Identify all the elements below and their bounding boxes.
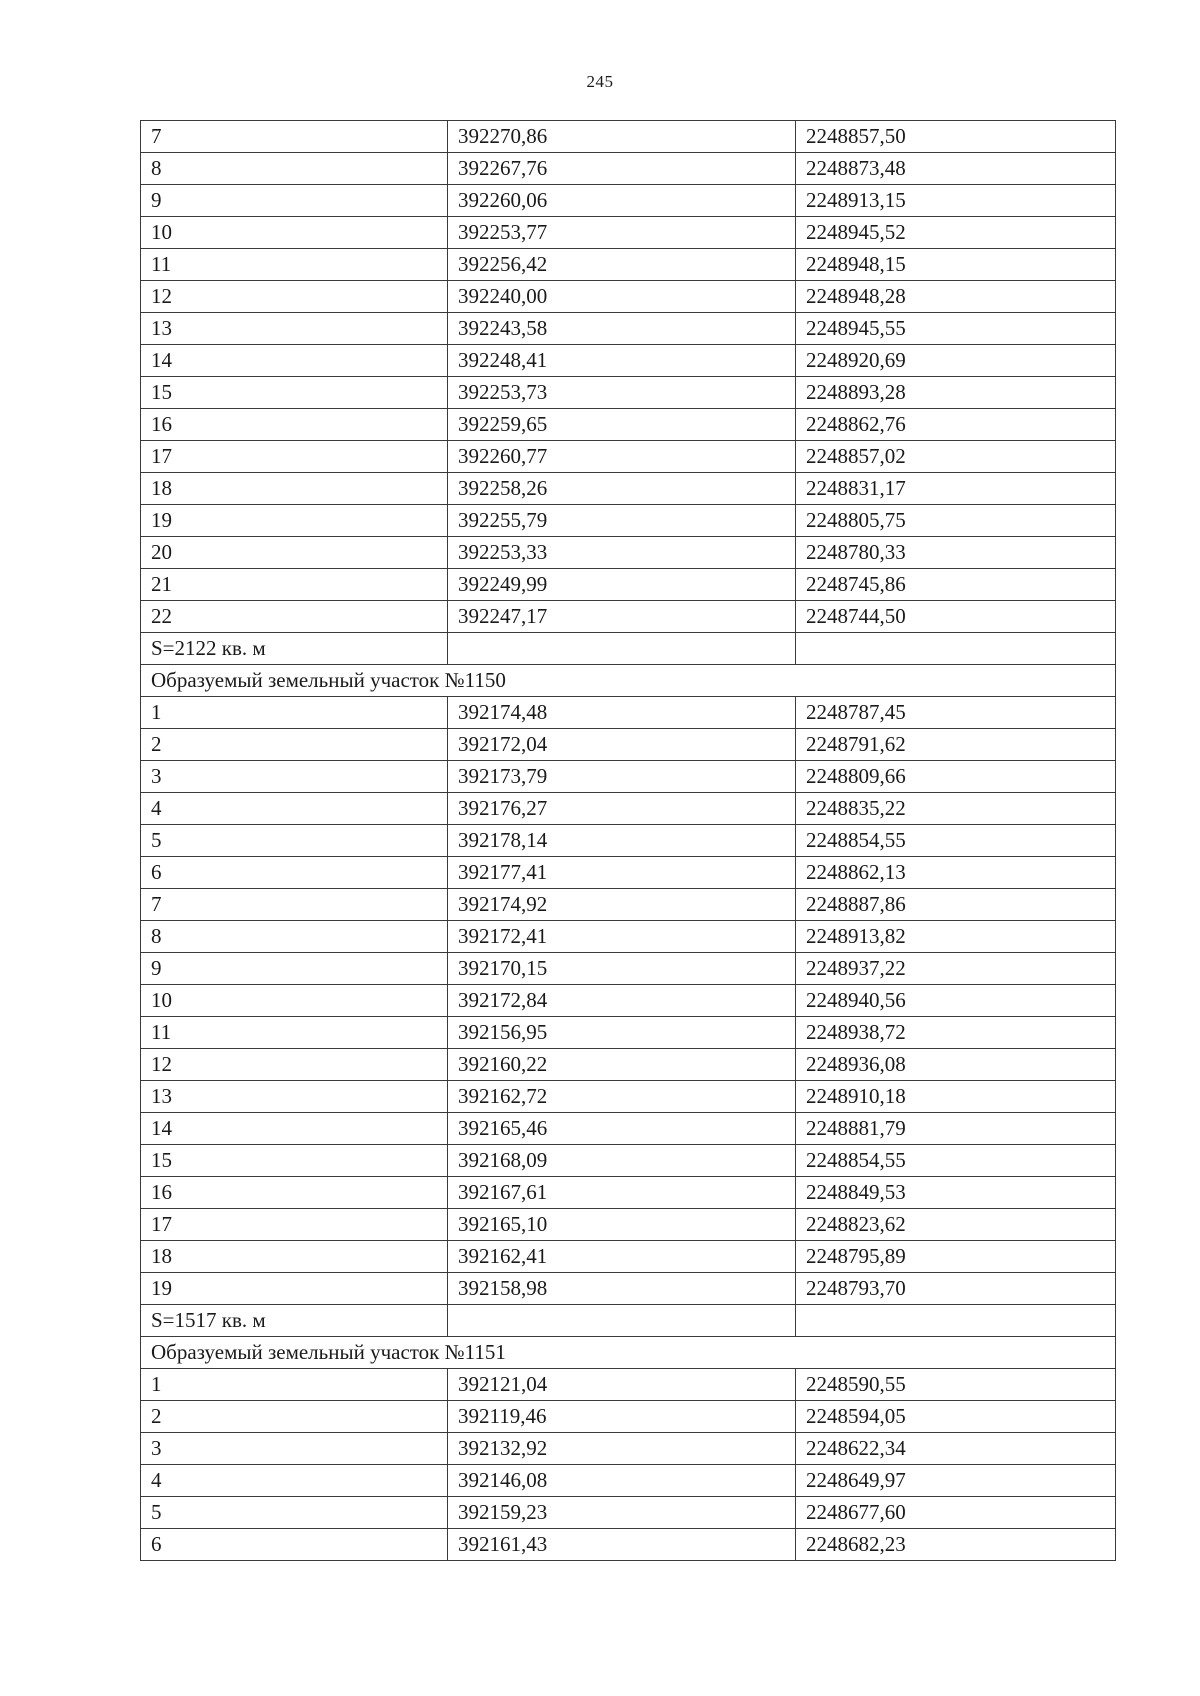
y-coordinate-cell: 2248910,18: [796, 1081, 1116, 1113]
y-coordinate-cell: 2248854,55: [796, 1145, 1116, 1177]
y-coordinate-cell: 2248893,28: [796, 377, 1116, 409]
y-coordinate-cell: 2248862,13: [796, 857, 1116, 889]
point-number-cell: 18: [141, 1241, 448, 1273]
y-coordinate-cell: 2248857,02: [796, 441, 1116, 473]
table-row: [141, 1017, 1116, 1049]
point-number-cell: 21: [141, 569, 448, 601]
x-coordinate-cell: 392176,27: [448, 793, 796, 825]
table-row: [141, 1081, 1116, 1113]
y-coordinate-cell: 2248937,22: [796, 953, 1116, 985]
table-row: [141, 857, 1116, 889]
table-row: [141, 1273, 1116, 1305]
coordinates-table-body: [141, 121, 1116, 1561]
y-coordinate-cell: 2248945,55: [796, 313, 1116, 345]
x-coordinate-cell: 392270,86: [448, 121, 796, 153]
y-coordinate-cell: 2248682,23: [796, 1529, 1116, 1561]
table-row: [141, 1049, 1116, 1081]
x-coordinate-cell: 392165,10: [448, 1209, 796, 1241]
plot-header-row: [141, 665, 1116, 697]
x-coordinate-cell: 392256,42: [448, 249, 796, 281]
table-row: [141, 601, 1116, 633]
x-coordinate-cell: 392253,33: [448, 537, 796, 569]
table-row: [141, 313, 1116, 345]
point-number-cell: 2: [141, 1401, 448, 1433]
empty-cell: [796, 1305, 1116, 1337]
table-row: [141, 473, 1116, 505]
y-coordinate-cell: 2248622,34: [796, 1433, 1116, 1465]
table-row: [141, 505, 1116, 537]
y-coordinate-cell: 2248791,62: [796, 729, 1116, 761]
table-row: [141, 217, 1116, 249]
point-number-cell: 13: [141, 1081, 448, 1113]
area-row: [141, 633, 1116, 665]
plot-header-cell: Образуемый земельный участок №1150: [141, 665, 1116, 697]
area-cell: S=1517 кв. м: [141, 1305, 448, 1337]
point-number-cell: 5: [141, 1497, 448, 1529]
point-number-cell: 1: [141, 1369, 448, 1401]
empty-cell: [448, 633, 796, 665]
table-row: [141, 281, 1116, 313]
y-coordinate-cell: 2248873,48: [796, 153, 1116, 185]
y-coordinate-cell: 2248940,56: [796, 985, 1116, 1017]
y-coordinate-cell: 2248835,22: [796, 793, 1116, 825]
y-coordinate-cell: 2248793,70: [796, 1273, 1116, 1305]
x-coordinate-cell: 392255,79: [448, 505, 796, 537]
x-coordinate-cell: 392173,79: [448, 761, 796, 793]
y-coordinate-cell: 2248938,72: [796, 1017, 1116, 1049]
point-number-cell: 14: [141, 1113, 448, 1145]
point-number-cell: 8: [141, 153, 448, 185]
point-number-cell: 16: [141, 1177, 448, 1209]
point-number-cell: 9: [141, 953, 448, 985]
point-number-cell: 9: [141, 185, 448, 217]
point-number-cell: 15: [141, 377, 448, 409]
x-coordinate-cell: 392177,41: [448, 857, 796, 889]
y-coordinate-cell: 2248649,97: [796, 1465, 1116, 1497]
x-coordinate-cell: 392253,77: [448, 217, 796, 249]
point-number-cell: 7: [141, 889, 448, 921]
x-coordinate-cell: 392172,84: [448, 985, 796, 1017]
table-row: [141, 345, 1116, 377]
table-row: [141, 153, 1116, 185]
plot-header-cell: Образуемый земельный участок №1151: [141, 1337, 1116, 1369]
point-number-cell: 12: [141, 1049, 448, 1081]
x-coordinate-cell: 392159,23: [448, 1497, 796, 1529]
point-number-cell: 14: [141, 345, 448, 377]
y-coordinate-cell: 2248831,17: [796, 473, 1116, 505]
table-row: [141, 953, 1116, 985]
y-coordinate-cell: 2248780,33: [796, 537, 1116, 569]
x-coordinate-cell: 392156,95: [448, 1017, 796, 1049]
coordinates-table: [140, 120, 1116, 1561]
x-coordinate-cell: 392260,06: [448, 185, 796, 217]
table-row: [141, 889, 1116, 921]
x-coordinate-cell: 392258,26: [448, 473, 796, 505]
y-coordinate-cell: 2248805,75: [796, 505, 1116, 537]
y-coordinate-cell: 2248945,52: [796, 217, 1116, 249]
y-coordinate-cell: 2248745,86: [796, 569, 1116, 601]
table-row: [141, 185, 1116, 217]
y-coordinate-cell: 2248913,15: [796, 185, 1116, 217]
y-coordinate-cell: 2248913,82: [796, 921, 1116, 953]
x-coordinate-cell: 392167,61: [448, 1177, 796, 1209]
point-number-cell: 20: [141, 537, 448, 569]
plot-header-row: [141, 1337, 1116, 1369]
x-coordinate-cell: 392165,46: [448, 1113, 796, 1145]
table-row: [141, 1177, 1116, 1209]
table-row: [141, 441, 1116, 473]
x-coordinate-cell: 392158,98: [448, 1273, 796, 1305]
point-number-cell: 18: [141, 473, 448, 505]
table-row: [141, 1465, 1116, 1497]
point-number-cell: 8: [141, 921, 448, 953]
y-coordinate-cell: 2248809,66: [796, 761, 1116, 793]
point-number-cell: 12: [141, 281, 448, 313]
point-number-cell: 2: [141, 729, 448, 761]
x-coordinate-cell: 392178,14: [448, 825, 796, 857]
y-coordinate-cell: 2248849,53: [796, 1177, 1116, 1209]
table-row: [141, 1241, 1116, 1273]
table-row: [141, 1145, 1116, 1177]
x-coordinate-cell: 392259,65: [448, 409, 796, 441]
table-row: [141, 1529, 1116, 1561]
y-coordinate-cell: 2248936,08: [796, 1049, 1116, 1081]
empty-cell: [796, 633, 1116, 665]
x-coordinate-cell: 392172,41: [448, 921, 796, 953]
point-number-cell: 1: [141, 697, 448, 729]
point-number-cell: 6: [141, 857, 448, 889]
x-coordinate-cell: 392146,08: [448, 1465, 796, 1497]
x-coordinate-cell: 392121,04: [448, 1369, 796, 1401]
table-row: [141, 1433, 1116, 1465]
table-row: [141, 1401, 1116, 1433]
table-row: [141, 569, 1116, 601]
table-row: [141, 697, 1116, 729]
x-coordinate-cell: 392174,48: [448, 697, 796, 729]
table-row: [141, 1209, 1116, 1241]
table-row: [141, 1113, 1116, 1145]
point-number-cell: 13: [141, 313, 448, 345]
y-coordinate-cell: 2248594,05: [796, 1401, 1116, 1433]
x-coordinate-cell: 392249,99: [448, 569, 796, 601]
x-coordinate-cell: 392240,00: [448, 281, 796, 313]
x-coordinate-cell: 392162,72: [448, 1081, 796, 1113]
x-coordinate-cell: 392168,09: [448, 1145, 796, 1177]
point-number-cell: 19: [141, 505, 448, 537]
point-number-cell: 22: [141, 601, 448, 633]
x-coordinate-cell: 392132,92: [448, 1433, 796, 1465]
y-coordinate-cell: 2248920,69: [796, 345, 1116, 377]
x-coordinate-cell: 392161,43: [448, 1529, 796, 1561]
x-coordinate-cell: 392172,04: [448, 729, 796, 761]
y-coordinate-cell: 2248948,15: [796, 249, 1116, 281]
y-coordinate-cell: 2248795,89: [796, 1241, 1116, 1273]
point-number-cell: 3: [141, 761, 448, 793]
table-row: [141, 121, 1116, 153]
x-coordinate-cell: 392243,58: [448, 313, 796, 345]
point-number-cell: 17: [141, 1209, 448, 1241]
y-coordinate-cell: 2248744,50: [796, 601, 1116, 633]
y-coordinate-cell: 2248881,79: [796, 1113, 1116, 1145]
x-coordinate-cell: 392160,22: [448, 1049, 796, 1081]
point-number-cell: 3: [141, 1433, 448, 1465]
y-coordinate-cell: 2248862,76: [796, 409, 1116, 441]
table-row: [141, 249, 1116, 281]
table-row: [141, 921, 1116, 953]
y-coordinate-cell: 2248854,55: [796, 825, 1116, 857]
table-row: [141, 761, 1116, 793]
y-coordinate-cell: 2248787,45: [796, 697, 1116, 729]
point-number-cell: 6: [141, 1529, 448, 1561]
point-number-cell: 5: [141, 825, 448, 857]
point-number-cell: 17: [141, 441, 448, 473]
area-cell: S=2122 кв. м: [141, 633, 448, 665]
x-coordinate-cell: 392170,15: [448, 953, 796, 985]
area-row: [141, 1305, 1116, 1337]
point-number-cell: 4: [141, 793, 448, 825]
x-coordinate-cell: 392260,77: [448, 441, 796, 473]
point-number-cell: 15: [141, 1145, 448, 1177]
table-row: [141, 729, 1116, 761]
y-coordinate-cell: 2248857,50: [796, 121, 1116, 153]
y-coordinate-cell: 2248823,62: [796, 1209, 1116, 1241]
point-number-cell: 11: [141, 249, 448, 281]
point-number-cell: 19: [141, 1273, 448, 1305]
table-row: [141, 825, 1116, 857]
table-row: [141, 377, 1116, 409]
y-coordinate-cell: 2248677,60: [796, 1497, 1116, 1529]
point-number-cell: 7: [141, 121, 448, 153]
point-number-cell: 10: [141, 217, 448, 249]
x-coordinate-cell: 392248,41: [448, 345, 796, 377]
page-number: 245: [586, 72, 614, 91]
x-coordinate-cell: 392174,92: [448, 889, 796, 921]
y-coordinate-cell: 2248590,55: [796, 1369, 1116, 1401]
point-number-cell: 10: [141, 985, 448, 1017]
table-row: [141, 1497, 1116, 1529]
empty-cell: [448, 1305, 796, 1337]
table-row: [141, 985, 1116, 1017]
x-coordinate-cell: 392267,76: [448, 153, 796, 185]
x-coordinate-cell: 392119,46: [448, 1401, 796, 1433]
point-number-cell: 11: [141, 1017, 448, 1049]
table-row: [141, 409, 1116, 441]
x-coordinate-cell: 392247,17: [448, 601, 796, 633]
table-row: [141, 793, 1116, 825]
x-coordinate-cell: 392253,73: [448, 377, 796, 409]
point-number-cell: 16: [141, 409, 448, 441]
table-row: [141, 537, 1116, 569]
table-row: [141, 1369, 1116, 1401]
y-coordinate-cell: 2248948,28: [796, 281, 1116, 313]
y-coordinate-cell: 2248887,86: [796, 889, 1116, 921]
point-number-cell: 4: [141, 1465, 448, 1497]
x-coordinate-cell: 392162,41: [448, 1241, 796, 1273]
